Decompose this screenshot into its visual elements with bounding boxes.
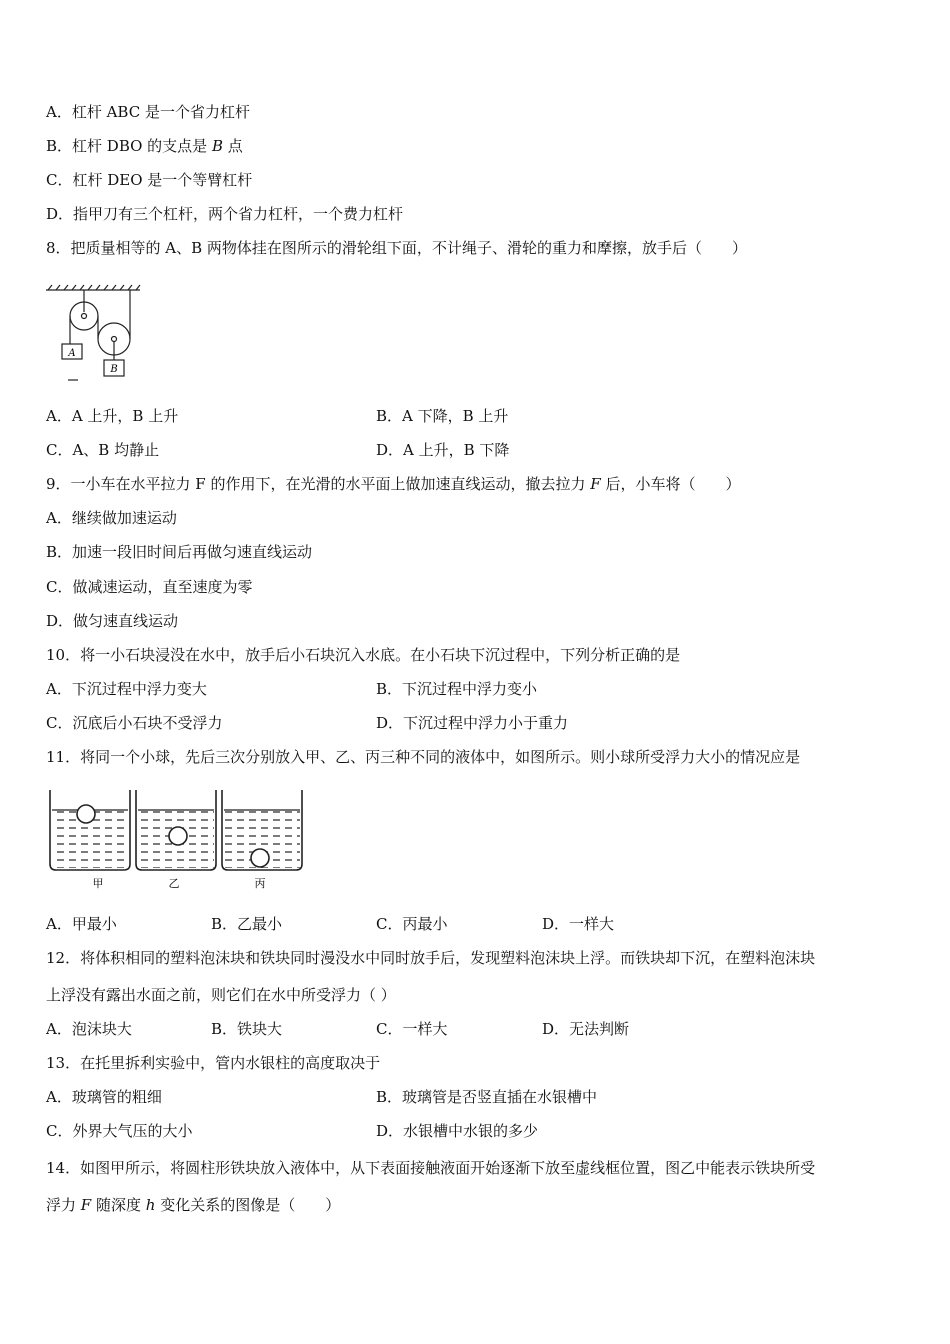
q9-stem-text: 9．一小车在水平拉力 F 的作用下，在光滑的水平面上做加速直线运动，撤去拉力 (46, 475, 591, 493)
q12-stem-line1: 12．将体积相同的塑料泡沫块和铁块同时漫没水中同时放手后，发现塑料泡沫块上浮。而铁块却下沉，在塑料泡沫块 (46, 949, 816, 967)
q8-stem: 8．把质量相等的 A、B 两物体挂在图所示的滑轮组下面，不计绳子、滑轮的重力和摩擦，放手后（ ） (46, 239, 747, 257)
q14-stem-var-h: h (145, 1196, 156, 1214)
q8-option-b: B．A 下降，B 上升 (376, 407, 509, 425)
q11-stem: 11．将同一个小球，先后三次分别放入甲、乙、丙三种不同的液体中，如图所示。则小球所受浮力大小的情况应是 (46, 748, 801, 766)
beaker-label-jia: 甲 (92, 877, 104, 890)
q13-option-c: C．外界大气压的大小 (46, 1122, 193, 1140)
q9-option-b: B．加速一段旧时间后再做匀速直线运动 (46, 543, 313, 561)
q12-option-b: B．铁块大 (211, 1020, 283, 1038)
q14-stem-tail: 变化关系的图像是（ ） (155, 1196, 341, 1214)
q13-option-a: A．玻璃管的粗细 (46, 1088, 162, 1106)
q11-option-c: C．丙最小 (376, 915, 448, 933)
q9-stem (46, 474, 740, 494)
q12-stem-line2: 上浮没有露出水面之前，则它们在水中所受浮力（ ） (46, 986, 396, 1004)
q7-option-c: C．杠杆 DEO 是一个等臂杠杆 (46, 171, 253, 189)
q9-option-a: A．继续做加速运动 (46, 509, 177, 527)
pulley-diagram (44, 284, 144, 384)
q9-option-d: D．做匀速直线运动 (46, 612, 179, 630)
q7-option-b-var: B (211, 137, 223, 155)
q8-option-c: C．A、B 均静止 (46, 441, 160, 459)
q10-option-b: B．下沉过程中浮力变小 (376, 680, 538, 698)
q7-option-b (46, 136, 243, 156)
q12-option-c: C．一样大 (376, 1020, 448, 1038)
q7-option-a: A．杠杆 ABC 是一个省力杠杆 (46, 103, 250, 121)
q7-option-b-tail: 点 (222, 137, 243, 155)
q9-stem-var: F (590, 475, 601, 493)
q9-option-c: C．做减速运动，直至速度为零 (46, 578, 253, 596)
q7-option-d: D．指甲刀有三个杠杆，两个省力杠杆，一个费力杠杆 (46, 205, 404, 223)
q11-option-b: B．乙最小 (211, 915, 283, 933)
q11-option-a: A．甲最小 (46, 915, 117, 933)
q14-stem-line2 (46, 1195, 340, 1215)
q10-stem: 10．将一小石块浸没在水中，放手后小石块沉入水底。在小石块下沉过程中，下列分析正确的是 (46, 646, 681, 664)
beaker-label-bing: 丙 (254, 877, 266, 890)
q14-stem-text: 浮力 (46, 1196, 81, 1214)
q13-option-b: B．玻璃管是否竖直插在水银槽中 (376, 1088, 598, 1106)
q8-option-d: D．A 上升，B 下降 (376, 441, 510, 459)
q7-option-b-text: B．杠杆 DBO 的支点是 (46, 137, 212, 155)
pulley-label-b: B (110, 364, 118, 375)
pulley-label-a: A (68, 348, 76, 359)
q11-option-d: D．一样大 (542, 915, 615, 933)
q14-stem-var-f: F (80, 1196, 92, 1214)
q8-option-a: A．A 上升，B 上升 (46, 407, 179, 425)
q13-option-d: D．水银槽中水银的多少 (376, 1122, 539, 1140)
q12-option-a: A．泡沫块大 (46, 1020, 132, 1038)
q9-stem-tail: 后，小车将（ ） (600, 475, 741, 493)
q12-option-d: D．无法判断 (542, 1020, 630, 1038)
q10-option-d: D．下沉过程中浮力小于重力 (376, 714, 569, 732)
q14-stem-mid: 随深度 (91, 1196, 146, 1214)
q10-option-c: C．沉底后小石块不受浮力 (46, 714, 223, 732)
beaker-label-yi: 乙 (168, 877, 180, 890)
q14-stem-line1: 14．如图甲所示，将圆柱形铁块放入液体中，从下表面接触液面开始逐渐下放至虚线框位置，图乙中能表示铁块所受 (46, 1159, 816, 1177)
q10-option-a: A．下沉过程中浮力变大 (46, 680, 207, 698)
q13-stem: 13．在托里拆利实验中，管内水银柱的高度取决于 (46, 1054, 381, 1072)
beakers-diagram (44, 784, 306, 896)
